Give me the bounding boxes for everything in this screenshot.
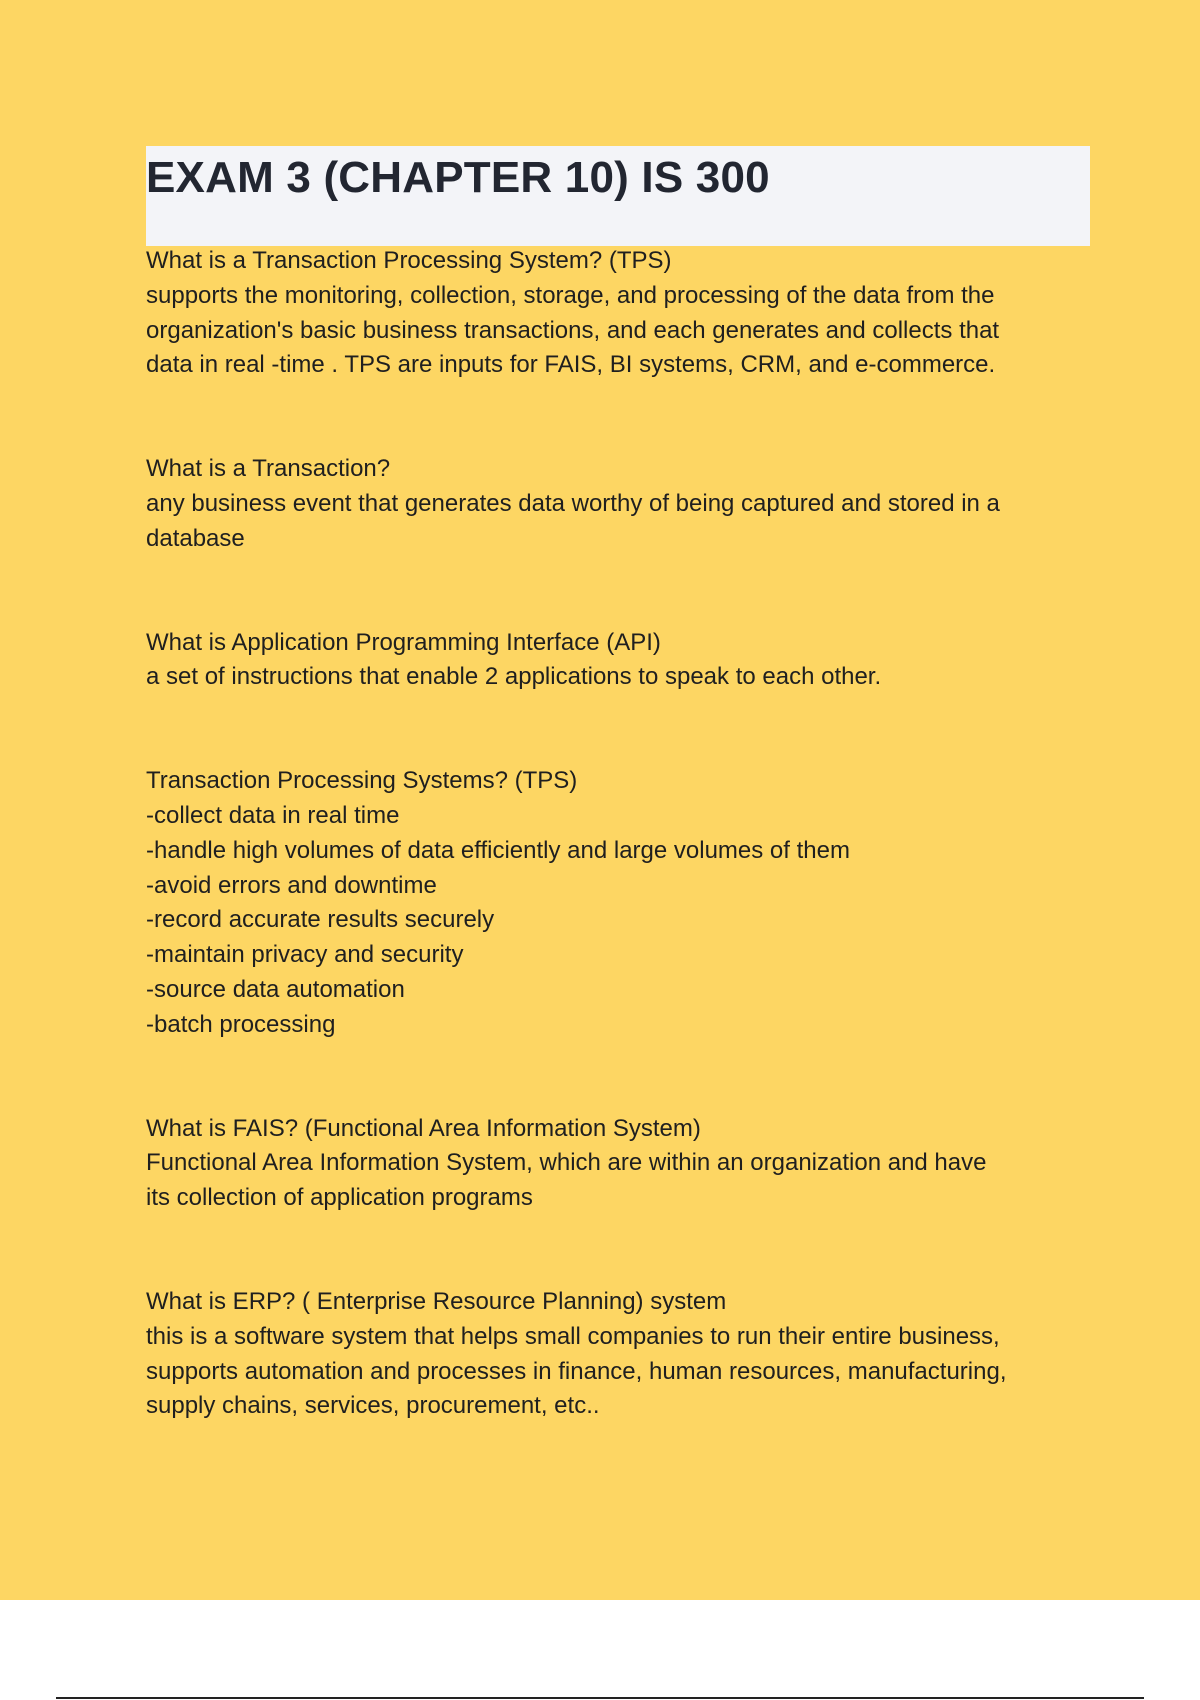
question: What is ERP? ( Enterprise Resource Planning) system (146, 1287, 727, 1315)
question: What is a Transaction Processing System? (TPS) (146, 247, 672, 274)
list-item: -handle high volumes of data efficiently and large volumes of them (146, 836, 850, 864)
list-item: -avoid errors and downtime (146, 871, 437, 899)
answer-line: any business event that generates data worthy of being captured and stored in a (146, 489, 1000, 517)
answer-line: a set of instructions that enable 2 applications to speak to each other. (146, 663, 882, 691)
answer-line: data in real -time . TPS are inputs for FAIS, BI systems, CRM, and e-commerce. (146, 351, 996, 379)
question: What is Application Programming Interface (API) (146, 628, 661, 656)
answer-line: Functional Area Information System, which are within an organization and have (146, 1149, 987, 1177)
answer-line: supports the monitoring, collection, storage, and processing of the data from the (146, 281, 995, 309)
list-item: -record accurate results securely (146, 906, 495, 934)
qa-entry-api (146, 626, 1106, 696)
qa-entry-fais (146, 1112, 1106, 1216)
question: What is a Transaction? (146, 455, 391, 483)
answer-line: supports automation and processes in finance, human resources, manufacturing, (146, 1357, 1007, 1385)
answer-line: this is a software system that helps small companies to run their entire business, (146, 1322, 1000, 1350)
list-item: -source data automation (146, 975, 405, 1003)
study-notes (146, 244, 1106, 1424)
qa-entry-transaction (146, 452, 1106, 556)
answer-line: supply chains, services, procurement, etc.. (146, 1392, 600, 1420)
qa-entry-tps-definition (146, 244, 1106, 383)
qa-entry-tps-features (146, 764, 1106, 1042)
page-divider (56, 1697, 1144, 1699)
answer-line: its collection of application programs (146, 1184, 533, 1212)
list-item: -batch processing (146, 1010, 336, 1038)
list-item: -collect data in real time (146, 801, 400, 829)
page-title: EXAM 3 (CHAPTER 10) IS 300 (146, 153, 770, 202)
answer-line: organization's basic business transactions, and each generates and collects that (146, 316, 1000, 344)
question: What is FAIS? (Functional Area Information System) (146, 1114, 701, 1142)
title-banner (146, 146, 1090, 246)
list-item: -maintain privacy and security (146, 941, 464, 969)
qa-entry-erp (146, 1285, 1106, 1424)
question: Transaction Processing Systems? (TPS) (146, 767, 578, 795)
answer-line: database (146, 524, 245, 552)
